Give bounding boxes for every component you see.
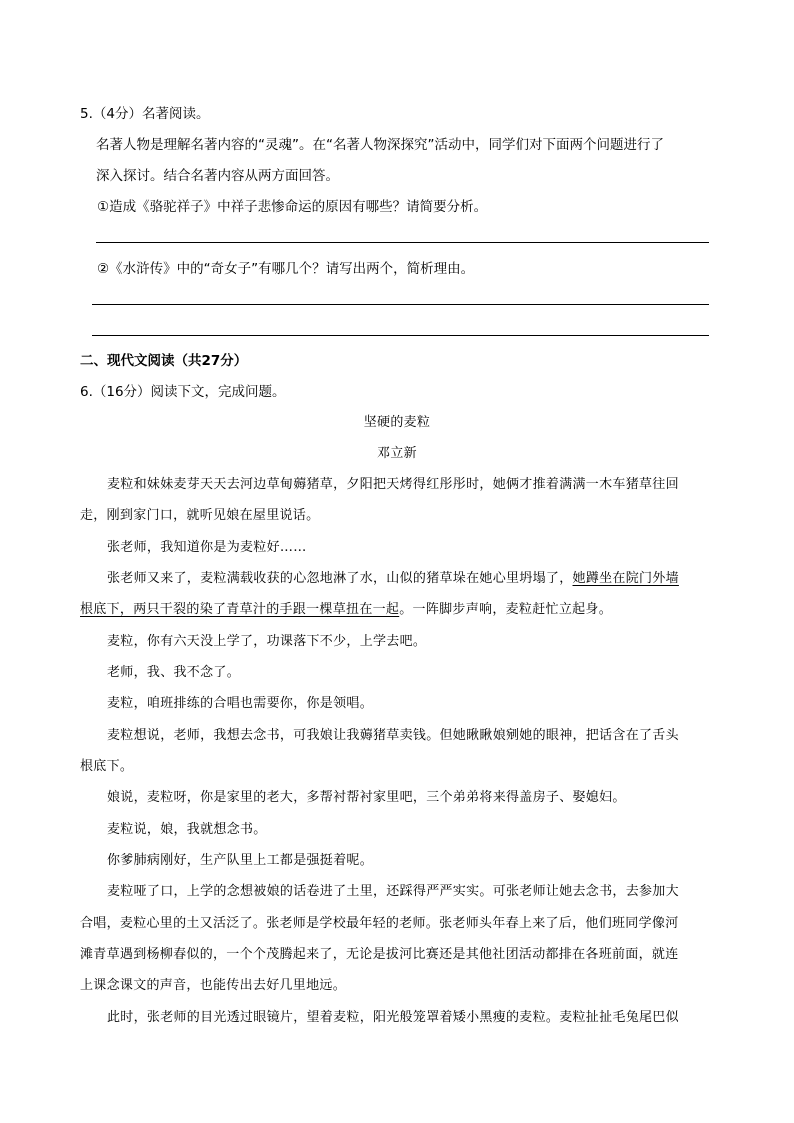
article-p4: 麦粒，你有六天没上学了，功课落下不少，上学去吧。 <box>107 634 427 649</box>
question-5-intro-line-1: 名著人物是理解名著内容的“灵魂”。在“名著人物深探究”活动中，同学们对下面两个问题进行了 <box>96 137 664 153</box>
question-6-heading: 6.（16分）阅读下文，完成问题。 <box>80 384 286 400</box>
article-p8: 娘说，麦粒呀，你是家里的老大，多帮衬帮衬家里吧，三个弟弟将来得盖房子、娶媳妇。 <box>107 790 626 805</box>
question-5-intro-line-2: 深入探讨。结合名著内容从两方面回答。 <box>96 168 339 184</box>
article-p3-underlined-phrase-3: 扭在一起 <box>346 602 400 617</box>
article-p7-line-2: 根底下。 <box>80 759 134 774</box>
question-5-heading: 5.（4分）名著阅读。 <box>80 106 210 122</box>
article-p12-line-1: 此时，张老师的目光透过眼镜片，望着麦粒，阳光般笼罩着矮小黑瘦的麦粒。麦粒扯扯毛兔尾巴似 <box>107 1010 679 1025</box>
article-p3-line-1-plain: 张老师又来了，麦粒满载收获的心忽地淋了水，山似的猪草垛在她心里坍塌了， <box>107 571 573 586</box>
article-p11-line-3: 滩青草遇到杨柳春似的，一个个茂腾起来了，无论是拔河比赛还是其他社团活动都排在各班前面，就连 <box>80 947 679 962</box>
article-p3-line-1 <box>107 569 710 589</box>
article-p1-line-1: 麦粒和妹妹麦芽天天去河边草甸薅猪草，夕阳把天烤得红彤彤时，她俩才推着满满一木车猪草往回 <box>107 477 679 492</box>
answer-line-1[interactable] <box>96 242 709 243</box>
article-p11-line-4: 上课念课文的声音，也能传出去好几里地远。 <box>80 978 347 993</box>
article-p9: 麦粒说，娘，我就想念书。 <box>107 822 267 837</box>
article-p6: 麦粒，咱班排练的合唱也需要你，你是领唱。 <box>107 696 374 711</box>
article-p5: 老师，我、我不念了。 <box>107 665 241 680</box>
article-p3-underlined-phrase-2: 根底下，两只干裂的染了青草汁的手跟一棵草 <box>80 602 347 617</box>
question-5-item-1: ①造成《骆驼祥子》中祥子悲惨命运的原因有哪些？请简要分析。 <box>97 199 488 215</box>
article-p3-line-2 <box>80 600 710 620</box>
article-title: 坚硬的麦粒 <box>363 415 431 430</box>
question-5-item-2: ②《水浒传》中的“奇女子”有哪几个？请写出两个，简析理由。 <box>97 261 475 277</box>
article-p10: 你爹肺病刚好，生产队里上工都是强挺着呢。 <box>107 853 374 868</box>
article-author: 邓立新 <box>377 446 417 461</box>
article-p7-line-1: 麦粒想说，老师，我想去念书，可我娘让我薅猪草卖钱。但她瞅瞅娘剜她的眼神，把话含在了舌头 <box>107 728 679 743</box>
section-2-title: 二、现代文阅读（共27分） <box>80 353 248 369</box>
answer-line-3[interactable] <box>92 335 709 336</box>
article-p11-line-2: 合唱，麦粒心里的土又活泛了。张老师是学校最年轻的老师。张老师头年春上来了后，他们班同学像河 <box>80 916 679 931</box>
article-p1-line-2: 走，刚到家门口，就听见娘在屋里说话。 <box>80 508 320 523</box>
article-p3-underlined-phrase-1: 她蹲坐在院门外墙 <box>572 571 679 586</box>
answer-line-2[interactable] <box>92 304 709 305</box>
article-p3-line-2-tail: 。一阵脚步声响，麦粒赶忙立起身。 <box>399 602 613 617</box>
article-p11-line-1: 麦粒哑了口，上学的念想被娘的话卷进了土里，还踩得严严实实。可张老师让她去念书，去参加大 <box>107 884 679 899</box>
article-p2: 张老师，我知道你是为麦粒好…… <box>107 540 307 555</box>
